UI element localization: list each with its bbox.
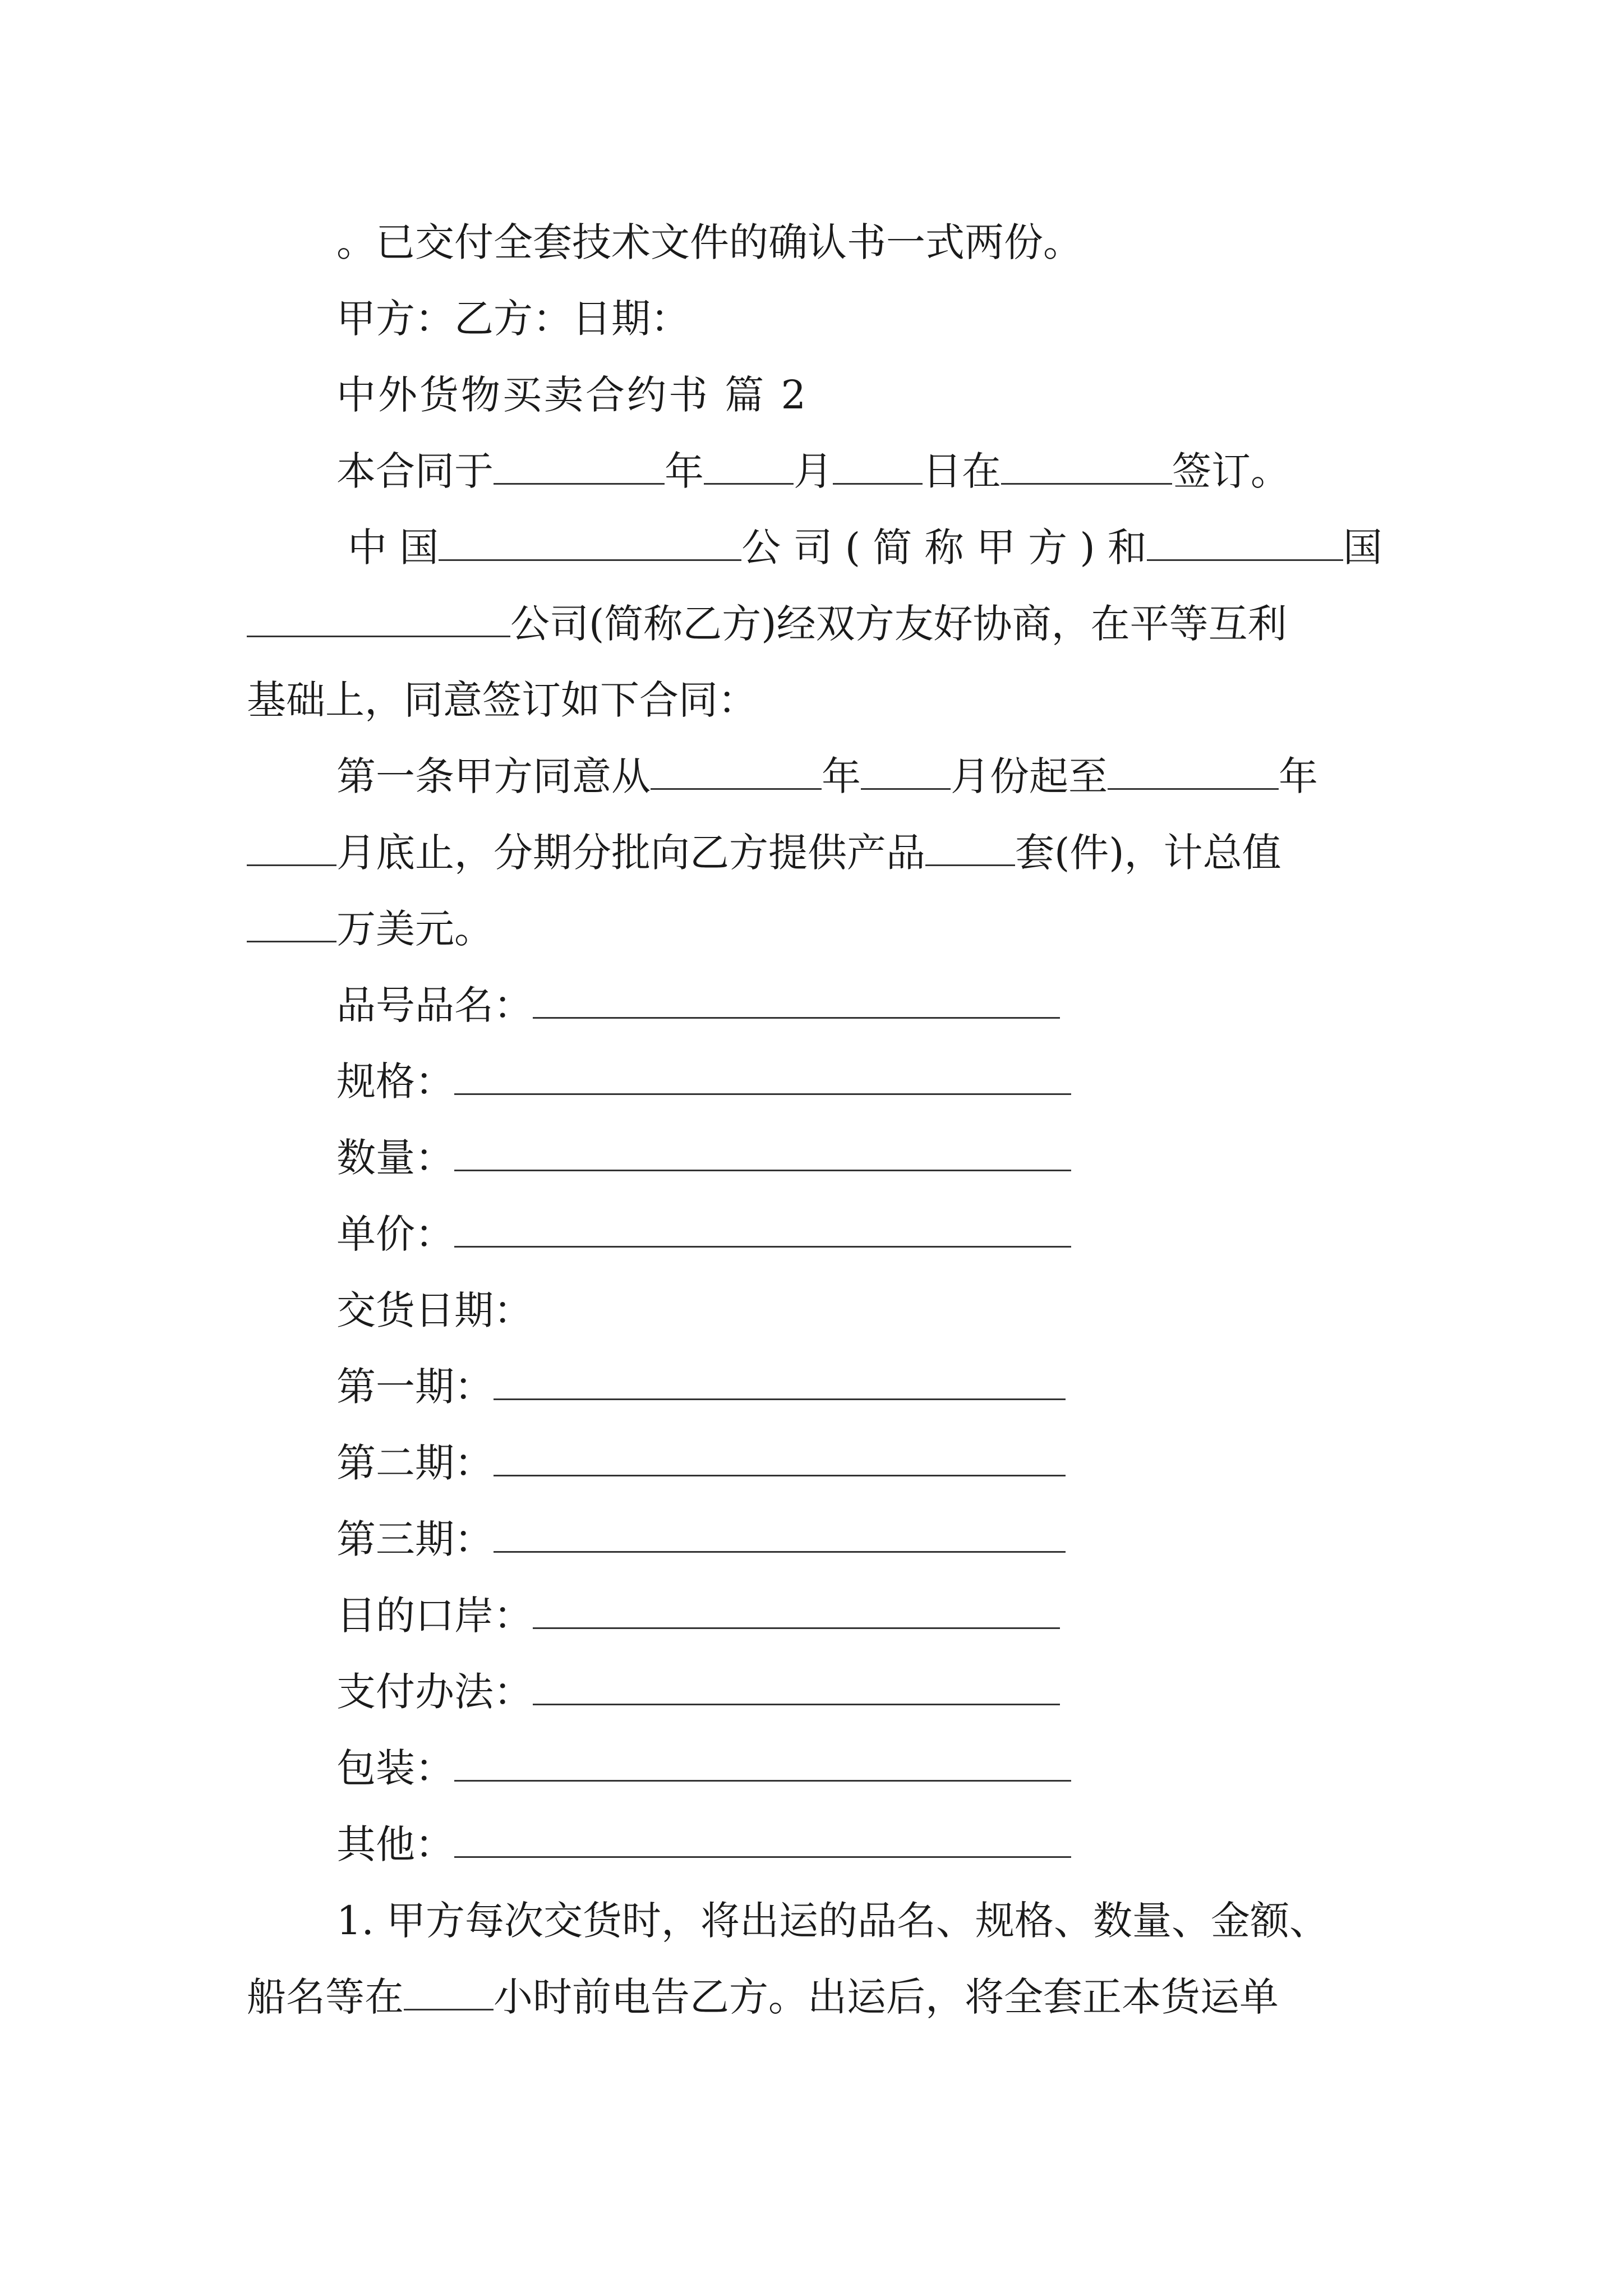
party-a-label: 公 司 ( 简 称 甲 方 ) 和	[741, 524, 1147, 570]
section-title-text: 中外货物买卖合约书 篇 2	[336, 372, 809, 418]
packaging-blank[interactable]	[454, 1743, 1071, 1782]
month-blank[interactable]	[704, 446, 794, 485]
field-label: 单价：	[336, 1211, 454, 1257]
supply-text: 月底止，分期分批向乙方提供产品	[336, 830, 925, 876]
section-title	[336, 361, 808, 429]
field-payment-method	[336, 1658, 1060, 1726]
day-blank[interactable]	[833, 446, 923, 485]
signed-label: 签订。	[1172, 448, 1290, 494]
clause-one-line	[336, 1887, 1329, 1954]
total-value-blank[interactable]	[247, 904, 336, 942]
parties-line	[348, 514, 1382, 581]
party-a-company-blank[interactable]	[439, 522, 741, 561]
start-year-label: 年	[822, 753, 861, 799]
quantity-blank[interactable]	[454, 1133, 1071, 1171]
contract-date-line	[336, 438, 1290, 505]
country-label: 国	[1343, 524, 1382, 570]
ship-name-label: 船名等在	[247, 1974, 404, 2020]
paragraph-confirmation	[336, 209, 1082, 276]
parties-line-2	[247, 590, 1287, 657]
article-one-label: 第一条甲方同意从	[336, 753, 651, 799]
field-label: 品号品名：	[336, 982, 533, 1028]
field-label: 第三期：	[336, 1516, 494, 1562]
field-destination-port	[336, 1582, 1060, 1649]
field-unit-price	[336, 1200, 1071, 1268]
phase-three-blank[interactable]	[494, 1514, 1066, 1553]
field-quantity	[336, 1124, 1071, 1191]
month-label: 月	[794, 448, 833, 494]
article-one-line-3	[247, 895, 494, 963]
other-blank[interactable]	[454, 1819, 1071, 1858]
destination-port-blank[interactable]	[533, 1590, 1060, 1629]
year-label: 年	[665, 448, 704, 494]
field-phase-three	[336, 1506, 1066, 1573]
field-product-name	[336, 972, 1060, 1039]
field-phase-one	[336, 1353, 1066, 1420]
article-one-line-2	[247, 819, 1281, 886]
field-label: 其他：	[336, 1821, 454, 1867]
unit-price-blank[interactable]	[454, 1209, 1071, 1248]
phase-two-blank[interactable]	[494, 1438, 1066, 1476]
field-other	[336, 1811, 1071, 1878]
field-label: 第一期：	[336, 1364, 494, 1410]
clause-one-text: 1. 甲方每次交货时，将出运的品名、规格、数量、金额、	[336, 1898, 1329, 1944]
party-b-company-blank[interactable]	[247, 599, 510, 637]
notify-text: 小时前电告乙方。出运后，将全套正本货运单	[494, 1974, 1279, 2020]
field-label: 支付办法：	[336, 1669, 533, 1715]
signature-line	[336, 285, 690, 352]
agreement-text: 基础上，同意签订如下合同：	[247, 677, 757, 723]
usd-label: 万美元。	[336, 906, 494, 952]
field-delivery-date	[336, 1277, 533, 1344]
party-b-label: 公司(简称乙方)经双方友好协商，在平等互利	[510, 601, 1287, 647]
signature-text: 甲方：乙方：日期：	[336, 296, 690, 342]
product-name-blank[interactable]	[533, 980, 1060, 1019]
field-packaging	[336, 1734, 1071, 1802]
total-value-label: 套(件)，计总值	[1015, 830, 1281, 876]
day-label: 日在	[923, 448, 1001, 494]
confirmation-text: 。已交付全套技术文件的确认书一式两份。	[336, 219, 1082, 265]
start-month-blank[interactable]	[861, 751, 951, 790]
hours-blank[interactable]	[404, 1972, 494, 2010]
start-year-blank[interactable]	[651, 751, 822, 790]
agreement-line	[247, 666, 757, 734]
place-blank[interactable]	[1001, 446, 1172, 485]
end-year-blank[interactable]	[1108, 751, 1279, 790]
field-label: 规格：	[336, 1059, 454, 1105]
field-label: 数量：	[336, 1135, 454, 1181]
field-label: 交货日期：	[336, 1287, 533, 1333]
field-label: 第二期：	[336, 1440, 494, 1486]
clause-one-line-2	[247, 1963, 1279, 2031]
quantity-sets-blank[interactable]	[925, 827, 1015, 866]
year-blank[interactable]	[494, 446, 665, 485]
field-label: 包装：	[336, 1745, 454, 1791]
field-phase-two	[336, 1429, 1066, 1497]
date-label: 本合同于	[336, 448, 494, 494]
start-month-label: 月份起至	[951, 753, 1108, 799]
end-month-blank[interactable]	[247, 827, 336, 866]
field-label: 目的口岸：	[336, 1593, 533, 1639]
phase-one-blank[interactable]	[494, 1361, 1066, 1400]
china-label: 中 国	[348, 524, 439, 570]
field-spec	[336, 1048, 1071, 1115]
party-b-country-blank[interactable]	[1147, 522, 1343, 561]
payment-method-blank[interactable]	[533, 1667, 1060, 1705]
end-year-label: 年	[1279, 753, 1318, 799]
article-one-line	[336, 743, 1318, 810]
spec-blank[interactable]	[454, 1056, 1071, 1095]
